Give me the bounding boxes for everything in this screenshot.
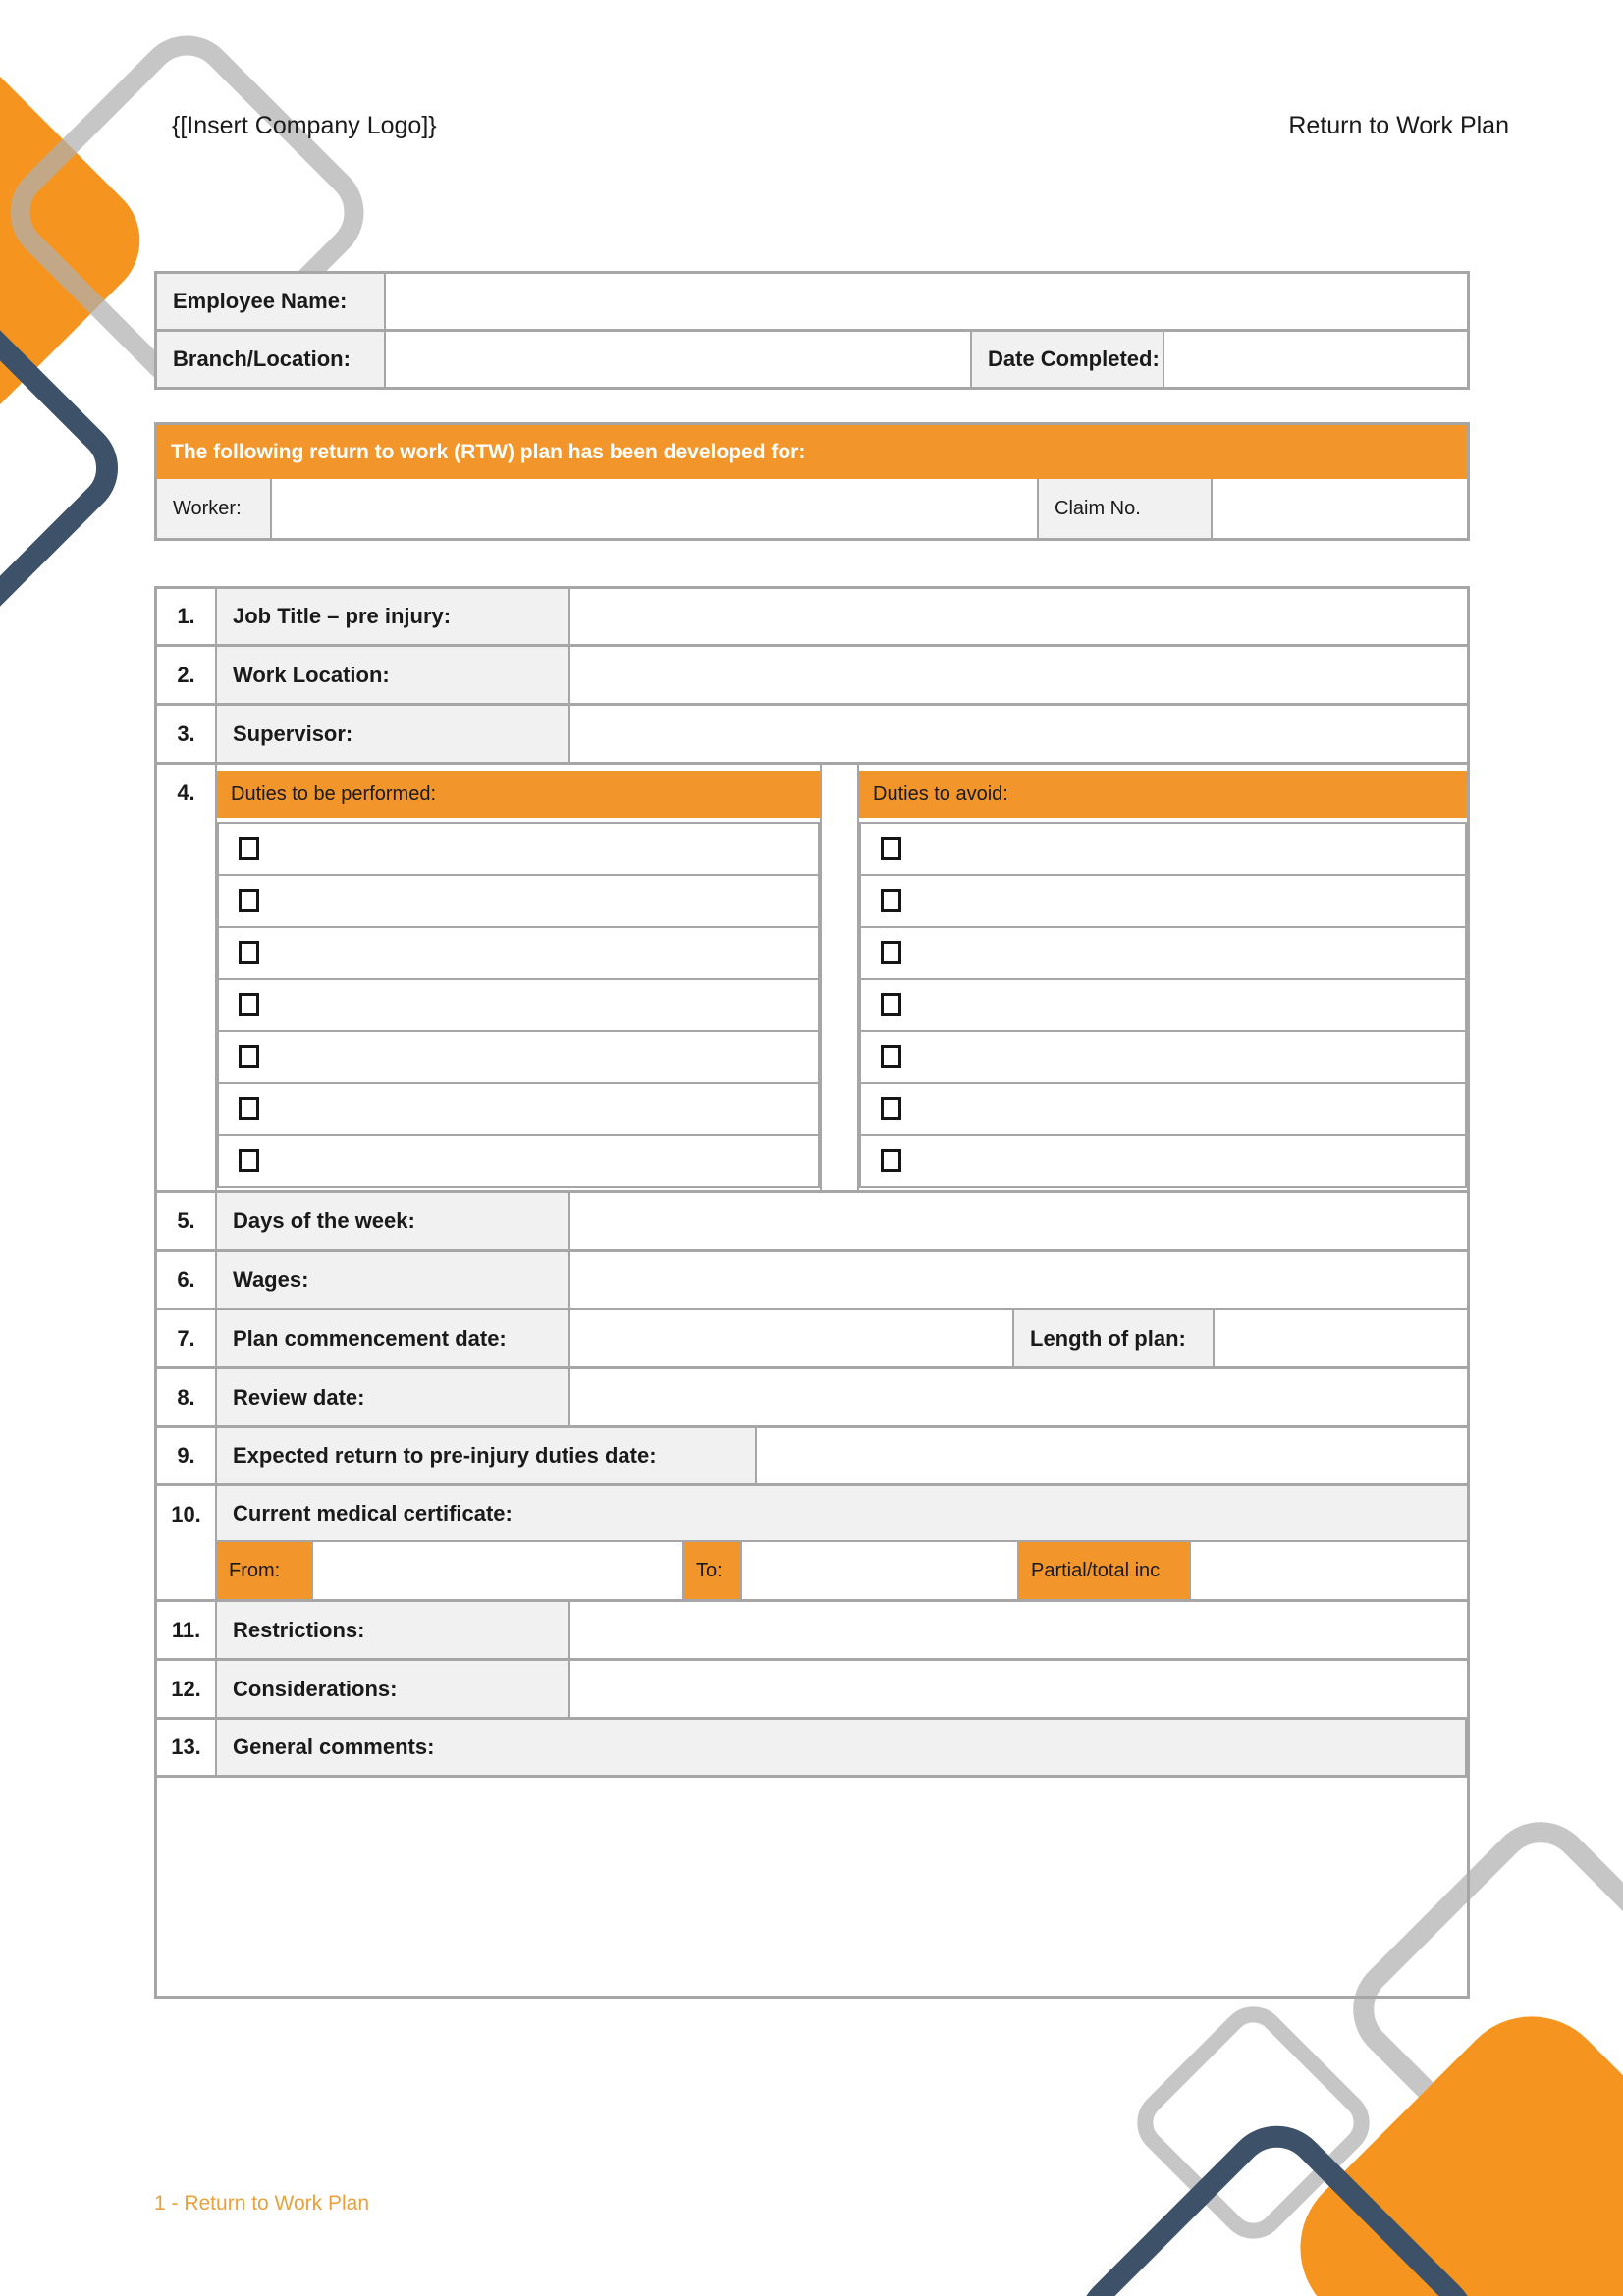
review-date-label: Review date:	[217, 1369, 570, 1425]
job-title-label: Job Title – pre injury:	[217, 589, 570, 644]
general-comments-box[interactable]	[157, 1778, 1467, 1996]
length-of-plan-label: Length of plan:	[1012, 1310, 1215, 1366]
duties-row	[157, 765, 1467, 1193]
footer-page-label: 1 - Return to Work Plan	[154, 2192, 370, 2215]
wages-input[interactable]	[570, 1252, 1467, 1308]
checkbox-icon[interactable]	[881, 993, 901, 1016]
duty-performed-item[interactable]	[217, 978, 820, 1032]
duty-performed-item[interactable]	[217, 822, 820, 876]
row-number: 2.	[157, 647, 217, 703]
supervisor-input[interactable]	[570, 706, 1467, 762]
plan-commencement-date-label: Plan commencement date:	[217, 1310, 570, 1366]
work-location-label: Work Location:	[217, 647, 570, 703]
company-logo-placeholder: {[Insert Company Logo]}	[172, 112, 437, 139]
checkbox-icon[interactable]	[881, 837, 901, 860]
branch-location-input[interactable]	[386, 332, 970, 387]
expected-return-date-label: Expected return to pre-injury duties date:	[217, 1428, 757, 1483]
employee-info-table	[154, 271, 1470, 390]
checkbox-icon[interactable]	[881, 941, 901, 964]
duties-avoid-column	[859, 765, 1467, 1190]
checkbox-icon[interactable]	[881, 889, 901, 912]
checkbox-icon[interactable]	[239, 1149, 259, 1172]
duty-avoid-item[interactable]	[859, 926, 1467, 980]
general-comments-box-row	[157, 1778, 1467, 1996]
job-title-row	[157, 589, 1467, 647]
to-input[interactable]	[742, 1542, 1019, 1599]
checkbox-icon[interactable]	[239, 1045, 259, 1068]
checkbox-icon[interactable]	[881, 1149, 901, 1172]
duty-avoid-item[interactable]	[859, 874, 1467, 928]
duty-avoid-item[interactable]	[859, 978, 1467, 1032]
considerations-input[interactable]	[570, 1661, 1467, 1717]
page-title: Return to Work Plan	[1288, 112, 1509, 139]
supervisor-label: Supervisor:	[217, 706, 570, 762]
employee-name-label: Employee Name:	[157, 274, 386, 329]
row-number: 6.	[157, 1252, 217, 1308]
restrictions-row	[157, 1602, 1467, 1661]
branch-location-label: Branch/Location:	[157, 332, 386, 387]
row-number: 9.	[157, 1428, 217, 1483]
duty-performed-item[interactable]	[217, 926, 820, 980]
row-number: 5.	[157, 1193, 217, 1249]
row-number: 11.	[157, 1602, 217, 1658]
claim-no-input[interactable]	[1213, 479, 1467, 538]
duties-performed-column	[217, 765, 820, 1190]
plan-commencement-row	[157, 1310, 1467, 1369]
days-of-week-label: Days of the week:	[217, 1193, 570, 1249]
medical-certificate-label: Current medical certificate:	[217, 1486, 1467, 1542]
duties-avoid-header: Duties to avoid:	[859, 771, 1467, 818]
employee-name-input[interactable]	[386, 274, 1467, 329]
duty-performed-item[interactable]	[217, 1082, 820, 1136]
duty-avoid-item[interactable]	[859, 1082, 1467, 1136]
duty-performed-item[interactable]	[217, 874, 820, 928]
work-location-input[interactable]	[570, 647, 1467, 703]
employee-name-row	[157, 274, 1467, 332]
restrictions-label: Restrictions:	[217, 1602, 570, 1658]
checkbox-icon[interactable]	[881, 1045, 901, 1068]
checkbox-icon[interactable]	[239, 889, 259, 912]
considerations-row	[157, 1661, 1467, 1720]
worker-input[interactable]	[272, 479, 1039, 538]
to-label: To:	[684, 1542, 742, 1599]
checkbox-icon[interactable]	[239, 941, 259, 964]
from-label: From:	[217, 1542, 313, 1599]
checkbox-icon[interactable]	[239, 1097, 259, 1120]
considerations-label: Considerations:	[217, 1661, 570, 1717]
duties-column-gap	[820, 765, 859, 1190]
wages-label: Wages:	[217, 1252, 570, 1308]
row-number: 1.	[157, 589, 217, 644]
review-date-row	[157, 1369, 1467, 1428]
duties-section	[217, 765, 1467, 1190]
review-date-input[interactable]	[570, 1369, 1467, 1425]
expected-return-date-input[interactable]	[757, 1428, 1467, 1483]
worker-row	[157, 479, 1467, 538]
row-number: 4.	[157, 765, 217, 1190]
work-location-row	[157, 647, 1467, 706]
wages-row	[157, 1252, 1467, 1310]
rtw-banner-text: The following return to work (RTW) plan has been developed for:	[171, 440, 806, 463]
plan-commencement-date-input[interactable]	[570, 1310, 1012, 1366]
claim-no-label: Claim No.	[1039, 479, 1213, 538]
partial-total-inc-input[interactable]	[1191, 1542, 1467, 1599]
rtw-banner	[157, 425, 1467, 479]
partial-total-inc-label: Partial/total inc	[1019, 1542, 1191, 1599]
medical-certificate-dates	[217, 1542, 1467, 1599]
days-of-week-input[interactable]	[570, 1193, 1467, 1249]
supervisor-row	[157, 706, 1467, 765]
rtw-form-table	[154, 586, 1470, 1999]
branch-location-row	[157, 332, 1467, 387]
days-of-week-row	[157, 1193, 1467, 1252]
job-title-input[interactable]	[570, 589, 1467, 644]
duty-avoid-item[interactable]	[859, 822, 1467, 876]
restrictions-input[interactable]	[570, 1602, 1467, 1658]
length-of-plan-input[interactable]	[1215, 1310, 1467, 1366]
date-completed-input[interactable]	[1164, 332, 1467, 387]
row-number: 10.	[157, 1486, 217, 1599]
row-number: 8.	[157, 1369, 217, 1425]
row-number: 12.	[157, 1661, 217, 1717]
date-completed-label: Date Completed:	[970, 332, 1164, 387]
expected-return-row	[157, 1428, 1467, 1486]
checkbox-icon[interactable]	[881, 1097, 901, 1120]
rtw-plan-table	[154, 422, 1470, 541]
row-number: 3.	[157, 706, 217, 762]
duty-performed-item[interactable]	[217, 1030, 820, 1084]
general-comments-row	[157, 1720, 1467, 1778]
checkbox-icon[interactable]	[239, 837, 259, 860]
medical-certificate-section	[217, 1486, 1467, 1599]
row-number: 7.	[157, 1310, 217, 1366]
medical-certificate-row	[157, 1486, 1467, 1602]
duty-avoid-item[interactable]	[859, 1134, 1467, 1188]
duty-avoid-item[interactable]	[859, 1030, 1467, 1084]
duties-performed-header: Duties to be performed:	[217, 771, 820, 818]
duty-performed-item[interactable]	[217, 1134, 820, 1188]
from-input[interactable]	[313, 1542, 684, 1599]
checkbox-icon[interactable]	[239, 993, 259, 1016]
general-comments-label: General comments:	[217, 1720, 1467, 1775]
worker-label: Worker:	[157, 479, 272, 538]
row-number: 13.	[157, 1720, 217, 1775]
